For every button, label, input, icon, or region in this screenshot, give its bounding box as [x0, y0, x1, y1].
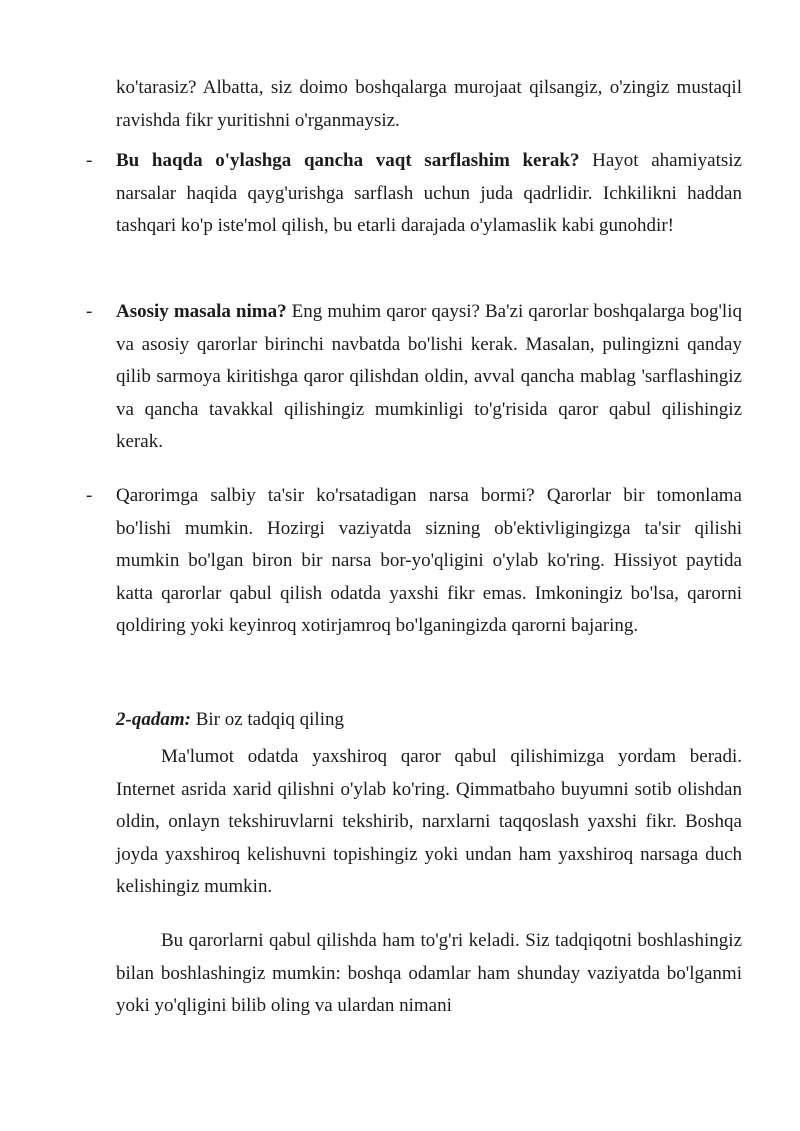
paragraph-2-text: Bu qarorlarni qabul qilishda ham to'g'ri keladi. Siz tadqiqotni boshlashingiz bilan boshlashingiz mumkin: boshqa odamlar ham shunday vaziyatda bo'lganmi yoki yo'qligini bilib oling va ulardan nimani	[116, 930, 742, 1017]
intro-paragraph	[116, 72, 742, 137]
paragraph-1-text: Ma'lumot odatda yaxshiroq qaror qabul qilishimizga yordam beradi. Internet asrida xarid qilishni o'ylab ko'ring. Qimmatbaho buyumni sotib olishdan oldin, onlayn tekshiruvlarni tekshirib, narxlarni taqqoslash yaxshi fikr. Boshqa joyda yaxshiroq kelishuvni topishingiz yoki undan ham yaxshiroq narsaga duch kelishingiz mumkin.	[116, 746, 742, 898]
list-item-2	[116, 296, 742, 459]
step-2-title: Bir oz tadqiq qiling	[190, 709, 344, 730]
list-item-3-text: Qarorimga salbiy ta'sir ko'rsatadigan narsa bormi? Qarorlar bir tomonlama bo'lishi mumkin. Hozirgi vaziyatda sizning ob'ektivligingizga ta'sir qilishi mumkin bo'lgan biron bir narsa bor-yo'qligini o'ylab ko'ring. Hissiyot paytida katta qarorlar qabul qilish odatda yaxshi fikr emas. Imkoningiz bo'lsa, qarorni qoldiring yoki keyinroq xotirjamroq bo'lganingizda qarorni bajaring.	[116, 485, 742, 637]
step-2-heading	[116, 704, 742, 737]
list-item-1-question: Bu haqda o'ylashga qancha vaqt sarflashim kerak?	[116, 150, 580, 171]
list-item-1	[116, 145, 742, 243]
bullet-dash-2: -	[86, 301, 93, 322]
paragraph-1	[116, 741, 742, 904]
list-item-3	[116, 480, 742, 643]
intro-text: ko'tarasiz? Albatta, siz doimo boshqalarga murojaat qilsangiz, o'zingiz mustaqil ravishda fikr yuritishni o'rganmaysiz.	[116, 77, 742, 131]
list-item-2-text: Eng muhim qaror qaysi? Ba'zi qarorlar boshqalarga bog'liq va asosiy qarorlar birinchi navbatda bo'lishi kerak. Masalan, pulingizni qanday qilib sarmoya kiritishga qaror qilishdan oldin, avval qancha mablag 'sarflashingiz va qancha tavakkal qilishingiz mumkinligi to'g'risida qaror qabul qilishingiz kerak.	[116, 301, 742, 453]
paragraph-2	[116, 925, 742, 1023]
bullet-dash-1: -	[86, 150, 93, 171]
step-2-label: 2-qadam:	[116, 709, 191, 730]
list-item-1-text: Hayot ahamiyatsiz narsalar haqida qayg'urishga sarflash uchun juda qadrlidir. Ichkilikni haddan tashqari ko'p iste'mol qilish, bu etarli darajada o'ylamaslik kabi gunohdir!	[116, 150, 742, 237]
bullet-dash-3: -	[86, 485, 93, 506]
list-item-2-question: Asosiy masala nima?	[116, 301, 287, 322]
